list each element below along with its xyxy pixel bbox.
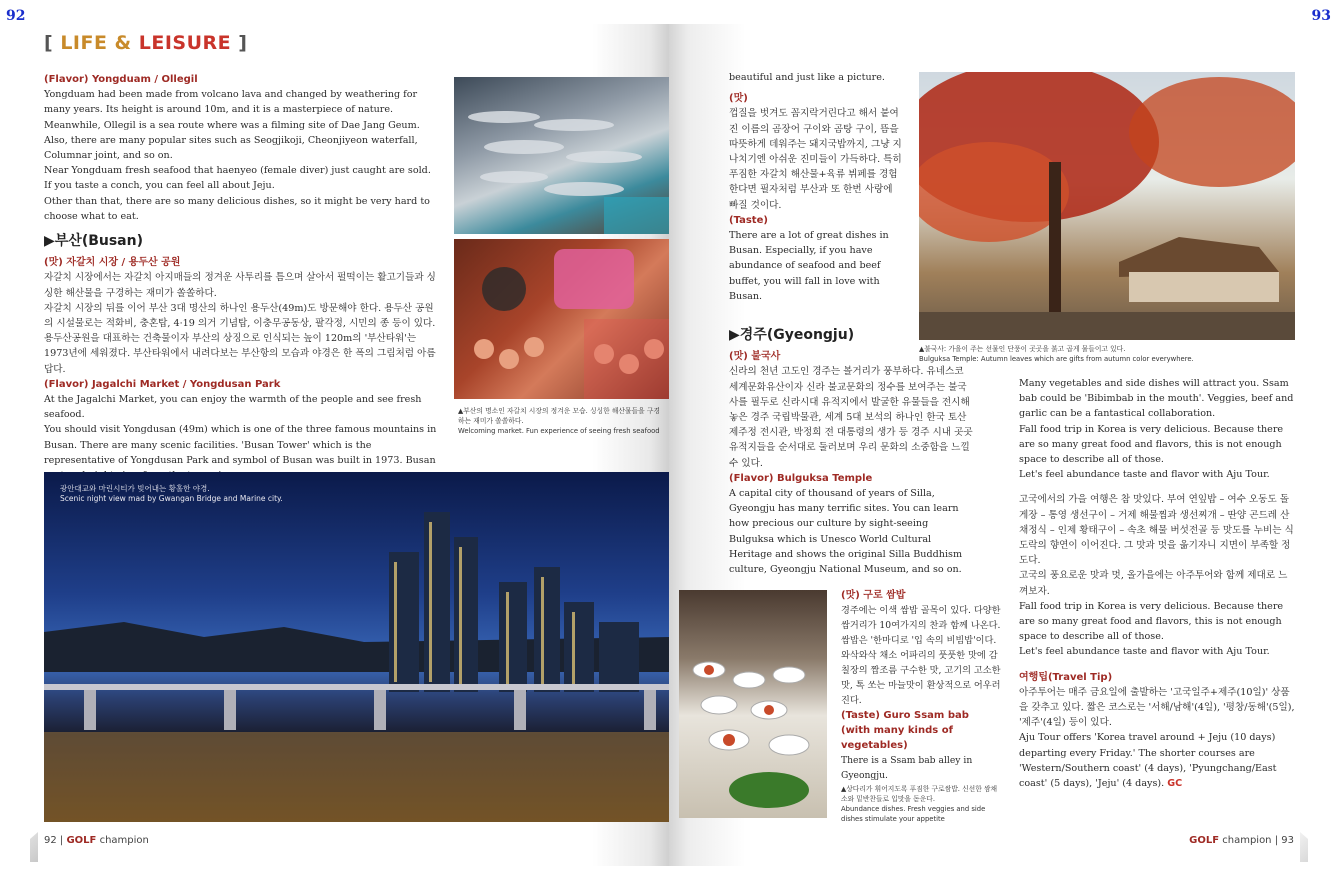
article-column-left <box>44 72 440 483</box>
footer-right: GOLF champion | 93 <box>1189 835 1294 846</box>
paragraph: 고국의 풍요로운 맛과 멋, 올가을에는 아주투어와 함께 제대로 느껴보자. <box>1019 570 1288 597</box>
busan-ko-title: (맛) 자갈치 시장 / 용두산 공원 <box>44 257 181 269</box>
market-photo-caption: ▲부산의 명소인 자갈치 시장의 정겨운 모습. 싱싱한 해산물들을 구경하는 재미가 쏠쏠하다. Welcoming market. Fun experience of seeing fresh seafood <box>458 407 660 435</box>
yongduam-title: (Flavor) Yongduam / Ollegil <box>44 74 198 85</box>
paragraph: There is a Ssam bab alley in Gyeongju. <box>841 755 973 781</box>
paragraph: At the Jagalchi Market, you can enjoy the warmth of the people and see fresh seafood. <box>44 394 422 421</box>
footer-left: 92 | GOLF champion <box>44 835 149 846</box>
article-column-guro <box>841 588 1001 783</box>
food-photo-caption: ▲상다리가 휘어지도록 푸짐한 구로쌈밥. 신선한 쌈채소와 밑반찬들로 입맛을 돋운다. Abundance dishes. Fresh veggies and side dishes stimulate your appetite <box>841 785 998 823</box>
busan-heading: ▶부산(Busan) <box>44 233 143 250</box>
taste-title: (Taste) <box>729 214 768 226</box>
paragraph: There are a lot of great dishes in Busan. Especially, if you have abundance of seafood and beef buffet, you will fall in love with Busan. <box>729 230 889 302</box>
paragraph: 고국에서의 가을 여행은 참 맛있다. 부여 연잎밥 – 여수 오동도 돌게장 – 통영 생선구이 – 거제 해물찜과 생선찌개 – 딴양 곤드레 산채정식 – 인제 황태구이 – 속초 해물 버섯전골 등 맛도를 누비는 식도락의 향연이 이어진다. 그 맛과 멋을 옮기자니 지면이 부족할 정도다. <box>1019 494 1294 567</box>
paragraph: Near Yongduam fresh seafood that haenyeo (female diver) just caught are sold. If you taste a conch, you can feel all about Jeju. <box>44 165 431 192</box>
page-93 <box>669 24 1308 866</box>
gyeongju-heading: ▶경주(Gyeongju) <box>729 327 855 343</box>
paragraph: 경주에는 이색 쌈밥 골목이 있다. 다양한 쌈거리가 10여가지의 찬과 함께 나온다. 쌈밥은 '한마디로 '입 속의 비빔밥'이다. 와삭와삭 채소 어파리의 풋풋한 맛에 감칠장의 짭조름 구수한 맛, 고기의 고소한 맛, 톡 쏘는 마늘맛이 환상적으로 어우러진다. <box>841 605 1001 706</box>
viewer-page-number-right: 93 <box>1311 8 1331 24</box>
page-turn-corner-right[interactable] <box>1300 832 1308 862</box>
paragraph: 자갈치 시장의 뒤를 이어 부산 3대 명산의 하나인 용두산(49m)도 방문해야 한다. 용두산 공원의 시설물로는 적화비, 충혼탑, 4·19 의거 기념탑, 이충무공동상, 팔각정, 시민의 종 등이 있다. 용두산공원을 대표하는 건축물이자 부산의 상징으로 인식되는 높이 120m의 '부산타워'는 1973년에 세워졌다. 부산타워에서 내려다보는 부산항의 모습과 야경은 한 폭의 그림처럼 아름답다. <box>44 302 436 375</box>
paragraph: beautiful and just like a picture. <box>729 72 885 83</box>
viewer-page-number-left: 92 <box>6 8 26 24</box>
page-spread <box>30 24 1308 866</box>
paragraph: 아주투어는 매주 금요일에 출발하는 '고국일주+제주(10일)' 상품을 갖추고 있다. 짧은 코스로는 '서해/남해'(4일), '평창/동해'(5일), '제주'(4일) 등이 있다. <box>1019 686 1295 729</box>
paragraph: Let's feel abundance taste and flavor with Aju Tour. <box>1019 469 1270 481</box>
section-header: [ LIFE & LEISURE ] <box>44 32 248 54</box>
page-turn-corner-left[interactable] <box>30 832 38 862</box>
paragraph: Other than that, there are so many delicious dishes, so it might be very hard to choose what to eat. <box>44 195 430 222</box>
night-view-caption: 광안대교와 마린시티가 빚어내는 황홀한 야경. Scenic night view mad by Gwangan Bridge and Marine city. <box>60 484 283 503</box>
bulguksa-title: (Flavor) Bulguksa Temple <box>729 472 873 484</box>
paragraph: Aju Tour offers 'Korea travel around + Jeju (10 days) departing every Friday.' The shorter courses are 'Western/Southern coast' (4 days), 'Pyungchang/East coast' (5 days), 'Jeju' (4 days). GC <box>1019 732 1277 790</box>
paragraph: Many vegetables and side dishes will attract you. Ssam bab could be 'Bibimbab in the mouth'. Veggies, beef and garlic can be a fantastical collaboration. <box>1019 378 1294 420</box>
gc-mark: GC <box>1167 778 1183 790</box>
fish-market-photo <box>454 77 669 234</box>
paragraph: Fall food trip in Korea is very delicious. Because there are so many great food and flavors, this is not enough space to describe all of those. <box>1019 423 1284 466</box>
paragraph: 신라의 천년 고도인 경주는 볼거리가 풍부하다. 유네스코 세계문화유산이자 신라 불교문화의 정수를 보여주는 불국사를 필두로 신라시대 유적지에서 발굴한 유물들을 전시해 놓은 경주 국립박물관, 세계 5대 보석의 하나인 한국 토산 제주정 전시관, 박정희 전 대통령의 생가 등 경주 시내 곳곳 유적지들을 순서대로 둘러보며 우리 문화의 소중함을 느낄 수 있다. <box>729 366 973 469</box>
mat-title: (맛) <box>729 93 748 105</box>
paragraph: You should visit Yongdusan (49m) which is one of the three famous mountains in Busan. There are many scenic facilities. 'Busan Tower' which is the representative of Yongdusan Park and symbol of Busan was built in 1973. Busan <box>44 424 437 466</box>
travel-tip-title: 여행팁(Travel Tip) <box>1019 671 1113 683</box>
guro-title: (Taste) Guro Ssam bab (with many kinds of vegetables) <box>841 710 969 751</box>
paragraph: Let's feel abundance taste and flavor with Aju Tour. <box>1019 646 1270 658</box>
seafood-vendor-photo <box>454 239 669 399</box>
jagalchi-title: (Flavor) Jagalchi Market / Yongdusan Park <box>44 378 281 390</box>
bulguksa-temple-photo <box>919 72 1295 340</box>
temple-photo-caption: ▲불국사: 가을이 주는 선물인 단풍이 곳곳을 붉고 곱게 물들이고 있다. Bulguksa Temple: Autumn leaves which are gifts from autumn color everywhere. <box>919 345 1194 363</box>
article-column-right-1 <box>729 70 903 304</box>
gyeongju-ko-title: (맛) 불국사 <box>729 351 781 363</box>
night-view-photo <box>44 472 669 822</box>
ssam-bab-photo <box>679 590 827 818</box>
paragraph: A capital city of thousand of years of Silla, Gyeongju has many terrific sites. You can learn how precious our culture by sight-seeing Bulguksa which is Unesco World Cultural Heritage and shows the original Silla Buddhism culture, Gyeongju National Museum, and so on. <box>729 488 963 576</box>
page-92 <box>30 24 669 866</box>
paragraph: 껍질을 벗겨도 꼼지락거린다고 해서 붙여진 이름의 곰장어 구이와 곰탕 구이, 뜸을 따뜻하게 데워주는 돼지국밥까지, 그냥 지나치기엔 아쉬운 진미들이 가득하다. 특히 푸짐한 자갈치 해산물+육류 뷔페를 경험한다면 필자처럼 부산과 또 한번 사랑에 빠질 것이다. <box>729 108 902 211</box>
paragraph: Fall food trip in Korea is very delicious. Because there are so many great food and flavors, this is not enough space to describe all of those. <box>1019 600 1284 643</box>
guro-ko-title: (맛) 구로 쌈밥 <box>841 590 906 601</box>
paragraph: 자갈치 시장에서는 자갈치 아지매들의 정겨운 사투리를 틈으며 살아서 펄떡이는 활고기들과 싱싱한 해산물을 구경하는 재미가 쏠쏠하다. <box>44 272 436 299</box>
paragraph: Yongduam had been made from volcano lava and changed by weathering for many years. Its height is around 10m, and it is a masterpiece of nature. Meanwhile, Ollegil is a sea route where was a filming site of Dae Jang Geum. Also, there are many popular sites such as Seogjikoji, Cheonjiyeon waterfall, Columnar joint, and so on. <box>44 89 420 162</box>
article-column-right-3 <box>1019 376 1295 791</box>
